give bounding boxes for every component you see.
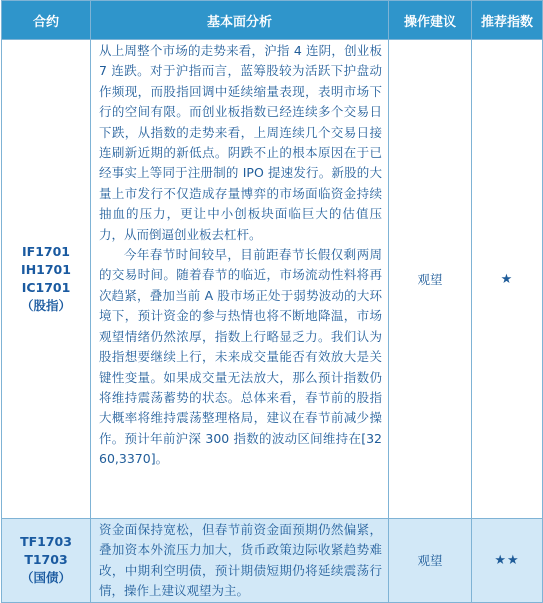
analysis-paragraph: 资金面保持宽松，但春节前资金面预期仍然偏紧，叠加资本外流压力加大，货币政策边际收紧趋势难改，中期利空明债，预计期债短期仍将延续震荡行情，操作上建议观望为主。 [99, 522, 382, 599]
table-row [2, 519, 543, 603]
header-advice: 操作建议 [389, 1, 472, 40]
advice-cell: 观望 [389, 40, 472, 519]
header-contract: 合约 [2, 1, 91, 40]
table-header-row [2, 1, 543, 40]
advice-cell: 观望 [389, 519, 472, 603]
analysis-paragraph: 从上周整个市场的走势来看，沪指 4 连阴，创业板 7 连跌。对于沪指而言，蓝筹股较为活跃下护盘动作频现，而股指回调中延续缩量表现，表明市场下行的空间有限。而创业板指数已经连续多个交易日下跌，从指数的走势来看，上周连续几个交易日接连刷新近期的新低点。阴跌不止的根本原因在于已经事实上等同于注册制的 IPO 提速发行。新股的大量上市发行不仅造成存量博弈的市场面临资金持续抽血的压力，更让中小创板块面临巨大的估值压力，从而倒逼创业板去杠杆。 [99, 43, 382, 242]
table-row [2, 40, 543, 519]
contract-category: （国债） [20, 570, 71, 586]
analysis-paragraph: 今年春节时间较早，目前距春节长假仅剩两周的交易时间。随着春节的临近，市场流动性料将再次趋紧，叠加当前 A 股市场正处于弱势波动的大环境下，预计资金的参与热情也将不断地降温，市场观望情绪仍然浓厚，指数上行略显乏力。我们认为股指想要继续上行，未来成交量能否有效放大是关键性变量。如果成交量无法放大，那么预计指数仍将维持震荡蓄势的状态。总体来看，春节前的股指大概率将维持震荡整理格局，建议在春节前减少操作。预计年前沪深 300 指数的波动区间维持在[3260,3370]。 [99, 247, 382, 467]
header-analysis: 基本面分析 [91, 1, 389, 40]
analysis-cell [91, 40, 389, 519]
star-rating: ★★ [472, 519, 543, 603]
contract-cell [2, 40, 91, 519]
header-index: 推荐指数 [472, 1, 543, 40]
contract-category: （股指） [20, 298, 71, 313]
strategy-table [1, 0, 543, 603]
contract-code: IH1701 [21, 262, 71, 277]
contract-code: TF1703 [20, 534, 72, 550]
star-rating: ★ [472, 40, 543, 519]
contract-cell [2, 519, 91, 603]
analysis-cell [91, 519, 389, 603]
contract-code: T1703 [24, 552, 68, 568]
contract-code: IC1701 [21, 280, 71, 295]
contract-code: IF1701 [22, 244, 70, 259]
